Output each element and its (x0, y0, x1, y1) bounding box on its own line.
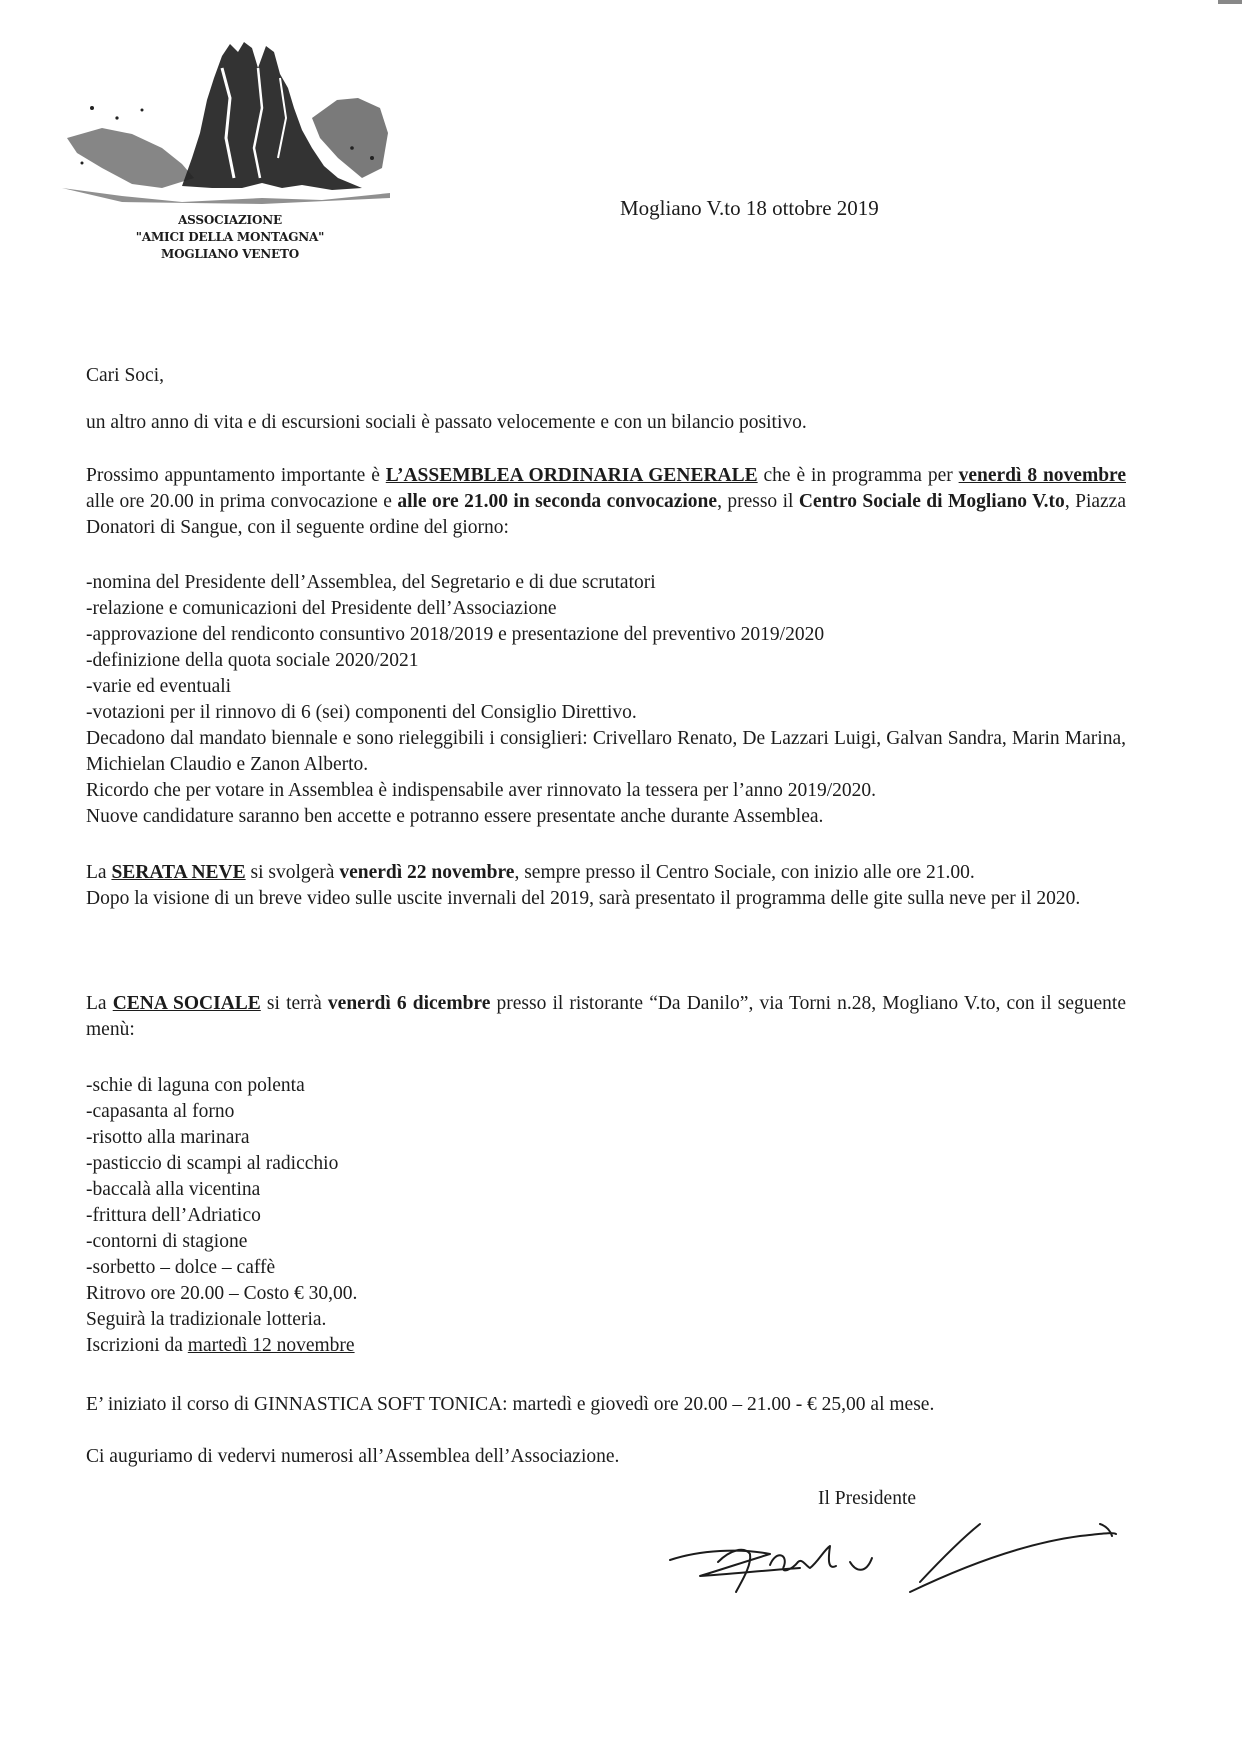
registration-note: Iscrizioni da martedì 12 novembre (86, 1335, 355, 1356)
meeting-time-cost: Ritrovo ore 20.00 – Costo € 30,00. (86, 1283, 358, 1304)
gym-course-note: E’ iniziato il corso di GINNASTICA SOFT TONICA: martedì e giovedì ore 20.00 – 21.00 - € 25,00 al mese. (86, 1394, 935, 1415)
menu-item: -risotto alla marinara (86, 1127, 250, 1148)
place-date: Mogliano V.to 18 ottobre 2019 (620, 196, 879, 220)
agenda-item: -varie ed eventuali (86, 676, 232, 697)
agenda-item: -relazione e comunicazioni del Presidente dell’Associazione (86, 598, 557, 619)
menu-item: -baccalà alla vicentina (86, 1179, 261, 1200)
menu-item: -sorbetto – dolce – caffè (86, 1257, 276, 1278)
menu-item: -schie di laguna con polenta (86, 1075, 305, 1096)
president-signature (660, 1510, 1130, 1610)
menu-item: -pasticcio di scampi al radicchio (86, 1153, 339, 1174)
assembly-paragraph: Prossimo appuntamento importante è L’ASSEMBLEA ORDINARIA GENERALE che è in programma per venerdì 8 novembre alle ore 20.00 in prima convocazione e alle ore 21.00 in seconda convocazione, presso il Centro Sociale di Mogliano V.to, Piazza Donatori di Sangue, con il seguente ordine del giorno: (86, 465, 1126, 538)
agenda-item: -votazioni per il rinnovo di 6 (sei) componenti del Consiglio Direttivo. (86, 702, 637, 723)
registration-date: martedì 12 novembre (187, 1335, 355, 1356)
snow-evening-paragraph: La SERATA NEVE si svolgerà venerdì 22 novembre, sempre presso il Centro Sociale, con inizio alle ore 21.00. Dopo la visione di un breve video sulle uscite invernali del 2019, sarà presentato il programma delle gite sulla neve per il 2020. (86, 860, 1126, 912)
closing-line: Ci auguriamo di vedervi numerosi all’Assemblea dell’Associazione. (86, 1446, 620, 1467)
agenda-item: -definizione della quota sociale 2020/2021 (86, 650, 419, 671)
lottery-note: Seguirà la tradizionale lotteria. (86, 1309, 327, 1330)
dinner-title: CENA SOCIALE (112, 993, 261, 1014)
candidacy-note: Nuove candidature saranno ben accette e potranno essere presentate anche durante Assemblea. (86, 806, 824, 827)
assembly-venue: Centro Sociale di Mogliano V.to (798, 491, 1065, 512)
menu-item: -capasanta al forno (86, 1101, 235, 1122)
signature-label: Il Presidente (818, 1488, 917, 1509)
mountain-logo (62, 38, 392, 210)
board-members-text: Decadono dal mandato biennale e sono rieleggibili i consiglieri: Crivellaro Renato, De Lazzari Luigi, Galvan Sandra, Marin Marina, Michielan Claudio e Zanon Alberto. (86, 728, 1126, 775)
association-line-3: MOGLIANO VENETO (161, 247, 299, 261)
dinner-paragraph: La CENA SOCIALE si terrà venerdì 6 dicembre presso il ristorante “Da Danilo”, via Torni n.28, Mogliano V.to, con il seguente menù: (86, 993, 1126, 1040)
membership-reminder: Ricordo che per votare in Assemblea è indispensabile aver rinnovato la tessera per l’anno 2019/2020. (86, 780, 877, 801)
second-call: alle ore 21.00 in seconda convocazione (397, 491, 718, 512)
snow-evening-date: venerdì 22 novembre (339, 862, 515, 883)
video-note: Dopo la visione di un breve video sulle uscite invernali del 2019, sarà presentato il programma delle gite sulla neve per il 2020. (86, 888, 1081, 909)
assembly-date: venerdì 8 novembre (958, 465, 1126, 486)
agenda-list (86, 570, 1126, 830)
dinner-menu (86, 1073, 1126, 1359)
agenda-item: -nomina del Presidente dell’Assemblea, del Segretario e di due scrutatori (86, 572, 656, 593)
menu-item: -contorni di stagione (86, 1231, 248, 1252)
association-line-1: ASSOCIAZIONE (178, 213, 282, 227)
snow-evening-title: SERATA NEVE (111, 862, 246, 883)
greeting: Cari Soci, (86, 365, 164, 386)
assembly-title: L’ASSEMBLEA ORDINARIA GENERALE (385, 465, 758, 486)
intro-paragraph: un altro anno di vita e di escursioni sociali è passato velocemente e con un bilancio positivo. (86, 412, 807, 433)
menu-item: -frittura dell’Adriatico (86, 1205, 261, 1226)
dinner-date: venerdì 6 dicembre (327, 993, 491, 1014)
association-line-2: "AMICI DELLA MONTAGNA" (135, 230, 325, 244)
association-name (120, 212, 340, 263)
agenda-item: -approvazione del rendiconto consuntivo 2018/2019 e presentazione del preventivo 2019/2020 (86, 624, 825, 645)
scan-edge-mark (1218, 0, 1242, 4)
